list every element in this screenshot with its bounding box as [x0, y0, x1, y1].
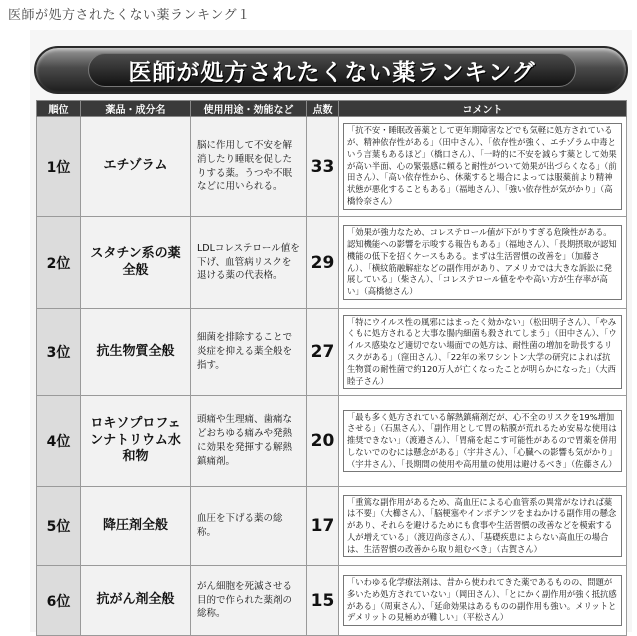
banner-title: 医師が処方されたくない薬ランキング: [128, 59, 536, 86]
comment-cell: [339, 117, 627, 217]
usage-cell: がん細胞を死滅させる目的で作られた薬剤の総称。: [191, 566, 307, 636]
rank-cell: 3位: [37, 309, 81, 396]
ranking-figure: [30, 30, 632, 632]
usage-cell: 脳に作用して不安を解消したり睡眠を促したりする薬。うつや不眠などに用いられる。: [191, 117, 307, 217]
score-cell: 29: [307, 217, 339, 309]
header-use: 使用用途・効能など: [191, 101, 307, 117]
rank-cell: 4位: [37, 396, 81, 487]
table-header-row: [37, 101, 627, 117]
score-cell: 15: [307, 566, 339, 636]
header-comment: コメント: [339, 101, 627, 117]
score-cell: 17: [307, 487, 339, 566]
comment-text: 「特にウイルス性の風邪にはまったく効かない」（松田明子さん）、「やみくもに処方されると大事な腸内細菌も殺されてしまう」（田中さん）、「ウイルス感染など適切でない場面での処方は、耐性菌の増加を助長するリスクがある」（窪田さん）、「22年の米ワシントン大学の研究によれば抗生物質の耐性菌で約120万人が亡くなったことが明らかになった」（大西睦子さん）: [343, 315, 622, 390]
drug-name-cell: 抗生物質全般: [81, 309, 191, 396]
title-banner-inner: [88, 53, 576, 87]
usage-cell: 頭痛や生理痛、歯痛などおちゆる痛みや発熱に効果を発揮する解熱鎮痛剤。: [191, 396, 307, 487]
drug-name-cell: スタチン系の薬全般: [81, 217, 191, 309]
table-row: [37, 487, 627, 566]
usage-cell: 細菌を排除することで炎症を抑える薬全般を指す。: [191, 309, 307, 396]
ranking-table: [36, 100, 627, 636]
table-row: [37, 217, 627, 309]
title-banner: [34, 46, 628, 94]
drug-name-cell: エチゾラム: [81, 117, 191, 217]
comment-cell: [339, 396, 627, 487]
score-cell: 33: [307, 117, 339, 217]
score-cell: 20: [307, 396, 339, 487]
table-row: [37, 309, 627, 396]
header-drug: 薬品・成分名: [81, 101, 191, 117]
table-row: [37, 396, 627, 487]
drug-name-cell: 抗がん剤全般: [81, 566, 191, 636]
comment-text: 「いわゆる化学療法剤は、昔から使われてきた薬であるものの、問題が多いため処方されていない」（岡田さん）、「とにかく副作用が強く抵抗感がある」（周東さん）、「延命効果はあるものの副作用も強い。メリットとデメリットの見極めが難しい」（平松さん）: [343, 575, 622, 626]
rank-cell: 2位: [37, 217, 81, 309]
rank-cell: 1位: [37, 117, 81, 217]
usage-cell: LDLコレステロール値を下げ、血管病リスクを退ける薬の代表格。: [191, 217, 307, 309]
comment-cell: [339, 487, 627, 566]
drug-name-cell: 降圧剤全般: [81, 487, 191, 566]
score-cell: 27: [307, 309, 339, 396]
comment-cell: [339, 309, 627, 396]
rank-cell: 5位: [37, 487, 81, 566]
comment-cell: [339, 217, 627, 309]
comment-text: 「抗不安・睡眠改善薬として更年期障害などでも気軽に処方されているが、精神依存性がある」（田中さん）、「依存性が強く、エチゾラム中毒という言葉もあるほど」（橋口さん）、「一時的に不安を減らす薬として効果が高い半面、心の緊張感に頼ると耐性がついて効果が出づらくなる」（前田さん）、「高い依存性から、休薬すると場合によっては服薬前より精神状態が悪化することもある」（福地さん）、「強い依存性が気がかり」（高橋怜奈さん）: [343, 123, 622, 209]
table-row: [37, 566, 627, 636]
comment-text: 「最も多く処方されている解熱鎮痛剤だが、心不全のリスクを19%増加させる」（石黒さん）、「副作用として胃の粘膜が荒れるため安易な使用は推奨できない」（渡邉さん）、「胃痛を起こす可能性があるので胃薬を併用しないでのむには懸念がある」（宇井さん）、「心臓への影響も気がかり」（宇井さん）、「長期間の使用や高用量の使用は避けるべき」（佐藤さん）: [343, 410, 622, 473]
comment-text: 「効果が強力なため、コレステロール値が下がりすぎる危険性がある。認知機能への影響を示唆する報告もある」（福地さん）、「長期摂取が認知機能の低下を招くケースもある。まずは生活習慣の改善を」（加藤さん）、「横紋筋融解症などの副作用があり、アメリカでは大きな訴訟に発展している」（柴さん）、「コレステロール値をやや高い方が生存率が高い」（高橋徳さん）: [343, 225, 622, 300]
rank-cell: 6位: [37, 566, 81, 636]
header-score: 点数: [307, 101, 339, 117]
comment-cell: [339, 566, 627, 636]
page-caption: 医師が処方されたくない薬ランキング１: [8, 8, 251, 23]
table-row: [37, 117, 627, 217]
comment-text: 「重篤な副作用があるため、高血圧による心血管系の異常がなければ薬は不要」（大櫛さん）、「脳梗塞やインポテンツをまねかける副作用の懸念があり、それらを避けるためにも食事や生活習慣の改善などを模索する人が増えている」（渡辺尚彦さん）、「基礎疾患によらない高血圧の場合は、生活習慣の改善から取り組むべき」（古賀さん）: [343, 495, 622, 558]
usage-cell: 血圧を下げる薬の総称。: [191, 487, 307, 566]
header-rank: 順位: [37, 101, 81, 117]
drug-name-cell: ロキソプロフェンナトリウム水和物: [81, 396, 191, 487]
